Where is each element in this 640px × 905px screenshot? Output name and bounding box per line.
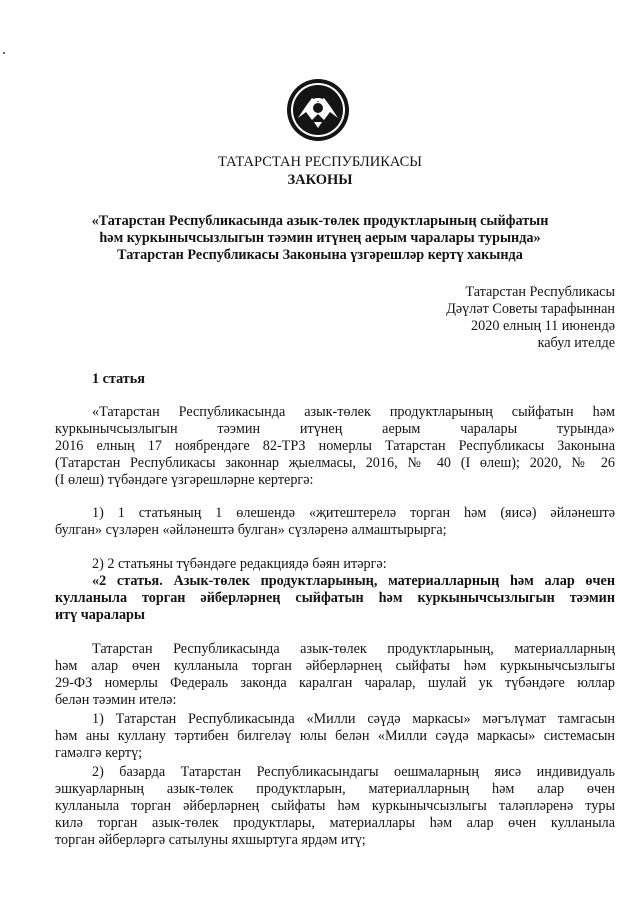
paragraph-line: килә торган азык-төлек продуктлары, материаллары һәм алар өчен кулланыла xyxy=(55,815,615,831)
coat-of-arms-icon xyxy=(286,78,350,142)
paragraph-line: белән тәэмин ителә: xyxy=(55,692,177,708)
paragraph-line: 1) Татарстан Республикасында «Милли сәүдә маркасы» мәгълүмат тамгасын xyxy=(92,711,615,727)
adoption-line: Дәүләт Советы тарафыннан xyxy=(446,301,615,317)
paragraph-line: 2016 елның 17 ноябрендәге 82-ТРЗ номерлы Татарстан Республикасы Законына xyxy=(55,438,615,454)
adoption-line: кабул ителде xyxy=(537,335,615,351)
quoted-article-heading: «2 статья. Азык-төлек продуктларының, материалларның һәм алар өчен xyxy=(92,573,615,589)
paragraph-line: гамәлгә кертү; xyxy=(55,745,143,761)
quoted-article-heading: кулланыла торган әйберләрнең сыйфатын һәм куркынычсызлыгын тәэмин xyxy=(55,590,615,606)
paragraph-line: куркынычсызлыгын тәэмин итүнең аерым чаралары турында» xyxy=(55,421,615,437)
paragraph-line: (Татарстан Республикасы законнар җыелмасы, 2016, № 40 (I өлеш); 2020, № 26 xyxy=(55,455,615,471)
paragraph-line: һәм алар өчен кулланыла торган әйберләрнең сыйфаты һәм куркынычсызлыгы xyxy=(55,658,615,674)
paragraph-line: (I өлеш) түбәндәге үзгәрешләрне кертергә: xyxy=(55,472,314,488)
article-heading: 1 статья xyxy=(92,371,145,387)
paragraph-line: 2) базарда Татарстан Республикасындагы оешмаларның яисә индивидуаль xyxy=(92,764,615,780)
paragraph-line: һәм аны куллану тәртибен билгеләү юлы белән «Милли сәүдә маркасы» системасын xyxy=(55,728,615,744)
title-line: «Татарстан Республикасында азык-төлек продуктларының сыйфатын xyxy=(91,213,549,229)
quoted-article-heading: итү чаралары xyxy=(55,607,146,623)
title-line: һәм куркынычсызлыгын тәэмин итүнең аерым чаралары турында» xyxy=(99,230,541,246)
paragraph-line: эшкуарларның азык-төлек продуктларын, материалларның һәм алар өчен xyxy=(55,781,615,797)
scan-speck xyxy=(3,52,5,54)
adoption-line: 2020 елның 11 июнендә xyxy=(471,318,615,334)
paragraph-line: «Татарстан Республикасында азык-төлек продуктларының сыйфатын һәм xyxy=(92,404,615,420)
header-republic: ТАТАРСТАН РЕСПУБЛИКАСЫ xyxy=(218,154,422,170)
paragraph-line: 29-ФЗ номерлы Федераль законда каралган чаралар, шулай ук түбәндәге юллар xyxy=(55,675,615,691)
title-line: Татарстан Республикасы Законына үзгәрешләр кертү хакында xyxy=(117,247,523,263)
paragraph-line: кулланыла торган әйберләрнең сыйфаты һәм куркынычсызлыгы таләпләренә туры xyxy=(55,798,615,814)
adoption-line: Татарстан Республикасы xyxy=(465,284,615,300)
paragraph-line: 1) 1 статьяның 1 өлешендә «җитештерелә торган һәм (яисә) әйләнештә xyxy=(92,505,615,521)
paragraph-line: торган әйберләргә сатылуны яхшыртуга ярдәм итү; xyxy=(55,832,366,848)
paragraph-line: 2) 2 статьяны түбәндәге редакциядә бәян итәргә: xyxy=(92,556,387,572)
paragraph-line: Татарстан Республикасында азык-төлек продуктларының, материалларның xyxy=(92,641,615,657)
header-law: ЗАКОНЫ xyxy=(287,172,353,188)
paragraph-line: булган» сүзләрен «әйләнештә булган» сүзләренә алмаштырырга; xyxy=(55,522,447,538)
